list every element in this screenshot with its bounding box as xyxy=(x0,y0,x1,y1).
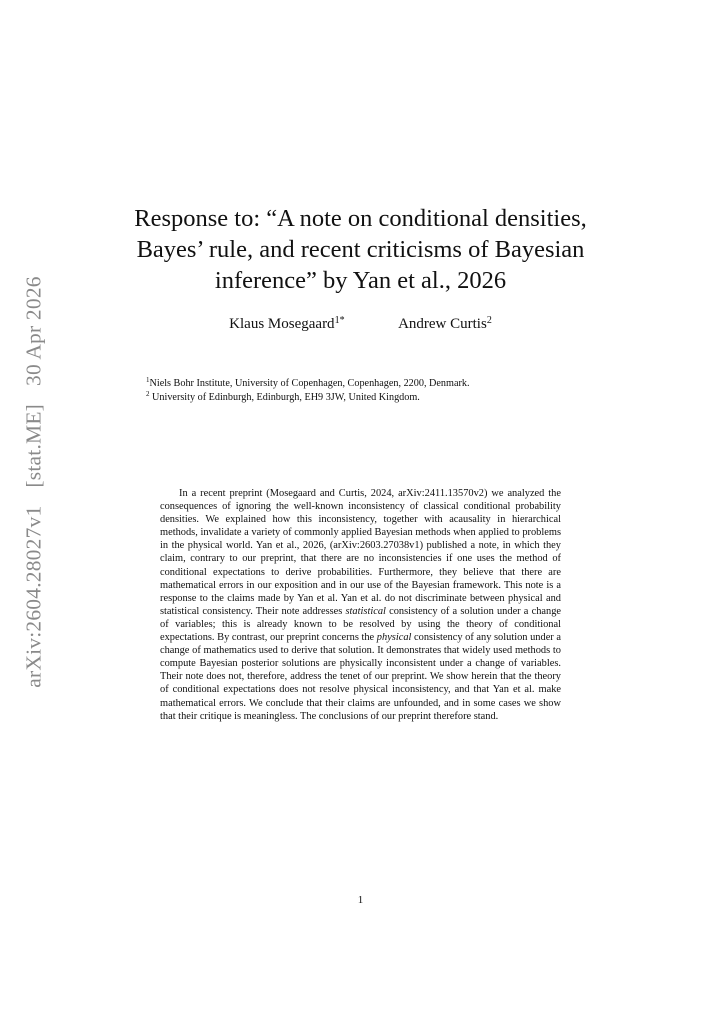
arxiv-id: arXiv:2604.28027v1 xyxy=(21,505,46,688)
abstract-paragraph xyxy=(160,487,561,723)
affiliation-text: University of Edinburgh, Edinburgh, EH9 3JW, United Kingdom. xyxy=(149,392,420,403)
affiliation-text: Niels Bohr Institute, University of Copenhagen, Copenhagen, 2200, Denmark. xyxy=(149,378,470,389)
author-1 xyxy=(229,316,344,333)
author-name: Klaus Mosegaard xyxy=(229,316,335,332)
abstract-text-1: In a recent preprint (Mosegaard and Curtis, 2024, arXiv:2411.13570v2) we analyzed the consequences of ignoring the well-known inconsistency of classical conditional probability densities. We explained how this inconsistency, together with acausality in hierarchical methods, invalidate a variety of commonly applied Bayesian methods when applied to problems in the physical world. Yan et al., 2026, (arXiv:2603.27038v1) published a note, in which they claim, contrary to our preprint, that there are no inconsistencies if one uses the method of conditional expectations to derive probabilities. Furthermore, they believe that there are mathematical errors in our exposition and in our use of the Bayesian framework. This note is a response to the claims made by Yan et al. Yan et al. do not discriminate between physical and statistical consistency. Their note addresses xyxy=(160,488,561,617)
abstract-text-3: consistency of any solution under a change of mathematics used to derive that solution. It demonstrates that widely used methods to compute Bayesian posterior solutions are physically inconsistent under a change of variables. Their note does not, therefore, address the tenet of our preprint. We show herein that the theory of conditional expectations does not resolve physical inconsistency, and that Yan et al. make mathematical errors. We conclude that their claims are unfounded, and in some cases we show that their critique is meaningless. The conclusions of our preprint therefore stand. xyxy=(160,632,561,722)
affiliation-mark: 1 xyxy=(146,376,150,384)
author-2 xyxy=(398,316,492,333)
author-affiliation-mark: 2 xyxy=(486,315,492,326)
affiliation-2 xyxy=(146,391,586,405)
arxiv-date: 30 Apr 2026 xyxy=(21,276,46,386)
arxiv-identifier-stamp xyxy=(22,276,47,687)
abstract xyxy=(160,487,561,723)
author-name: Andrew Curtis xyxy=(398,316,487,332)
affiliations xyxy=(146,377,586,405)
title-line-3: inference” by Yan et al., 2026 xyxy=(214,267,507,294)
arxiv-category: [stat.ME] xyxy=(21,403,46,488)
author-affiliation-mark: 1* xyxy=(334,315,345,326)
paper-title xyxy=(0,203,721,296)
affiliation-1 xyxy=(146,377,586,391)
affiliation-mark: 2 xyxy=(146,390,150,398)
abstract-text-2: consistency of a solution under a change of variables; this is already known to be resolved by using the theory of conditional expectations. By contrast, our preprint concerns the xyxy=(160,605,562,644)
title-line-1: Response to: “A note on conditional densities, xyxy=(134,205,587,232)
abstract-emphasis-physical: physical xyxy=(376,632,412,644)
abstract-emphasis-statistical: statistical xyxy=(345,605,386,617)
page-number: 1 xyxy=(357,894,364,906)
title-line-2: Bayes’ rule, and recent criticisms of Bayesian xyxy=(136,236,585,263)
author-list xyxy=(0,316,721,333)
